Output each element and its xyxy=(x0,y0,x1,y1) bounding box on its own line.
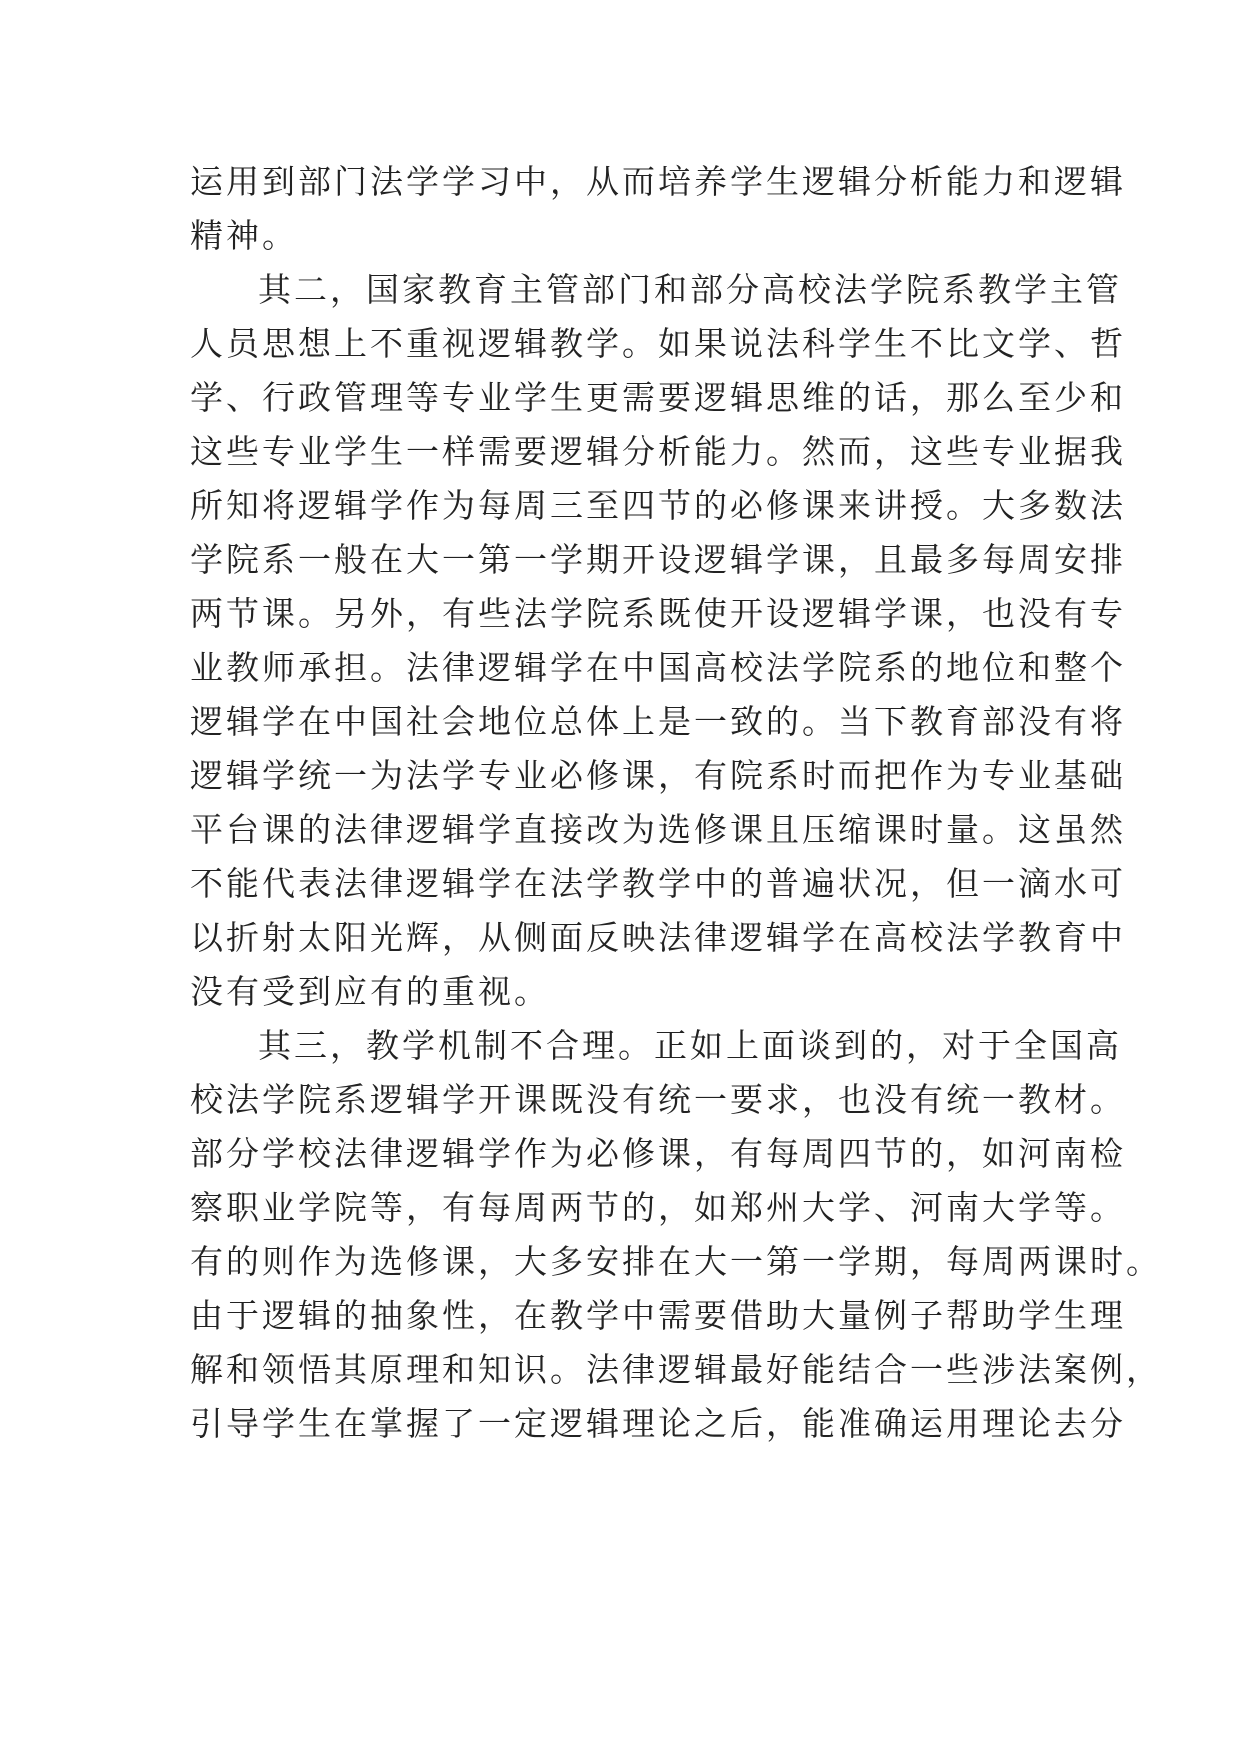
text-line: 解和领悟其原理和知识。法律逻辑最好能结合一些涉法案例， xyxy=(190,1350,1162,1389)
text-line: 以折射太阳光辉，从侧面反映法律逻辑学在高校法学教育中 xyxy=(190,918,1126,957)
text-line: 由于逻辑的抽象性，在教学中需要借助大量例子帮助学生理 xyxy=(190,1296,1126,1335)
text-line: 校法学院系逻辑学开课既没有统一要求，也没有统一教材。 xyxy=(190,1080,1126,1119)
text-line: 精神。 xyxy=(190,216,298,255)
text-line: 学院系一般在大一第一学期开设逻辑学课，且最多每周安排 xyxy=(190,540,1126,579)
text-line: 有的则作为选修课，大多安排在大一第一学期，每周两课时。 xyxy=(190,1242,1162,1281)
text-line: 平台课的法律逻辑学直接改为选修课且压缩课时量。这虽然 xyxy=(190,810,1126,849)
paragraph-2 xyxy=(190,263,1126,1019)
text-line: 两节课。另外，有些法学院系既使开设逻辑学课，也没有专 xyxy=(190,594,1126,633)
text-line: 其三，教学机制不合理。正如上面谈到的，对于全国高 xyxy=(258,1026,1122,1065)
text-line: 逻辑学在中国社会地位总体上是一致的。当下教育部没有将 xyxy=(190,702,1126,741)
text-line: 逻辑学统一为法学专业必修课，有院系时而把作为专业基础 xyxy=(190,756,1126,795)
text-line: 人员思想上不重视逻辑教学。如果说法科学生不比文学、哲 xyxy=(190,324,1126,363)
document-body xyxy=(190,155,1162,1451)
text-line: 部分学校法律逻辑学作为必修课，有每周四节的，如河南检 xyxy=(190,1134,1126,1173)
paragraph-3 xyxy=(190,1019,1162,1451)
paragraph-1 xyxy=(190,155,1126,263)
text-line: 业教师承担。法律逻辑学在中国高校法学院系的地位和整个 xyxy=(190,648,1126,687)
text-line: 运用到部门法学学习中，从而培养学生逻辑分析能力和逻辑 xyxy=(190,162,1126,201)
text-line: 所知将逻辑学作为每周三至四节的必修课来讲授。大多数法 xyxy=(190,486,1126,525)
text-line: 察职业学院等，有每周两节的，如郑州大学、河南大学等。 xyxy=(190,1188,1126,1227)
text-line: 没有受到应有的重视。 xyxy=(190,972,550,1011)
text-line: 不能代表法律逻辑学在法学教学中的普遍状况，但一滴水可 xyxy=(190,864,1126,903)
text-line: 其二，国家教育主管部门和部分高校法学院系教学主管 xyxy=(258,270,1122,309)
text-line: 这些专业学生一样需要逻辑分析能力。然而，这些专业据我 xyxy=(190,432,1126,471)
text-line: 学、行政管理等专业学生更需要逻辑思维的话，那么至少和 xyxy=(190,378,1126,417)
text-line: 引导学生在掌握了一定逻辑理论之后，能准确运用理论去分 xyxy=(190,1404,1126,1443)
